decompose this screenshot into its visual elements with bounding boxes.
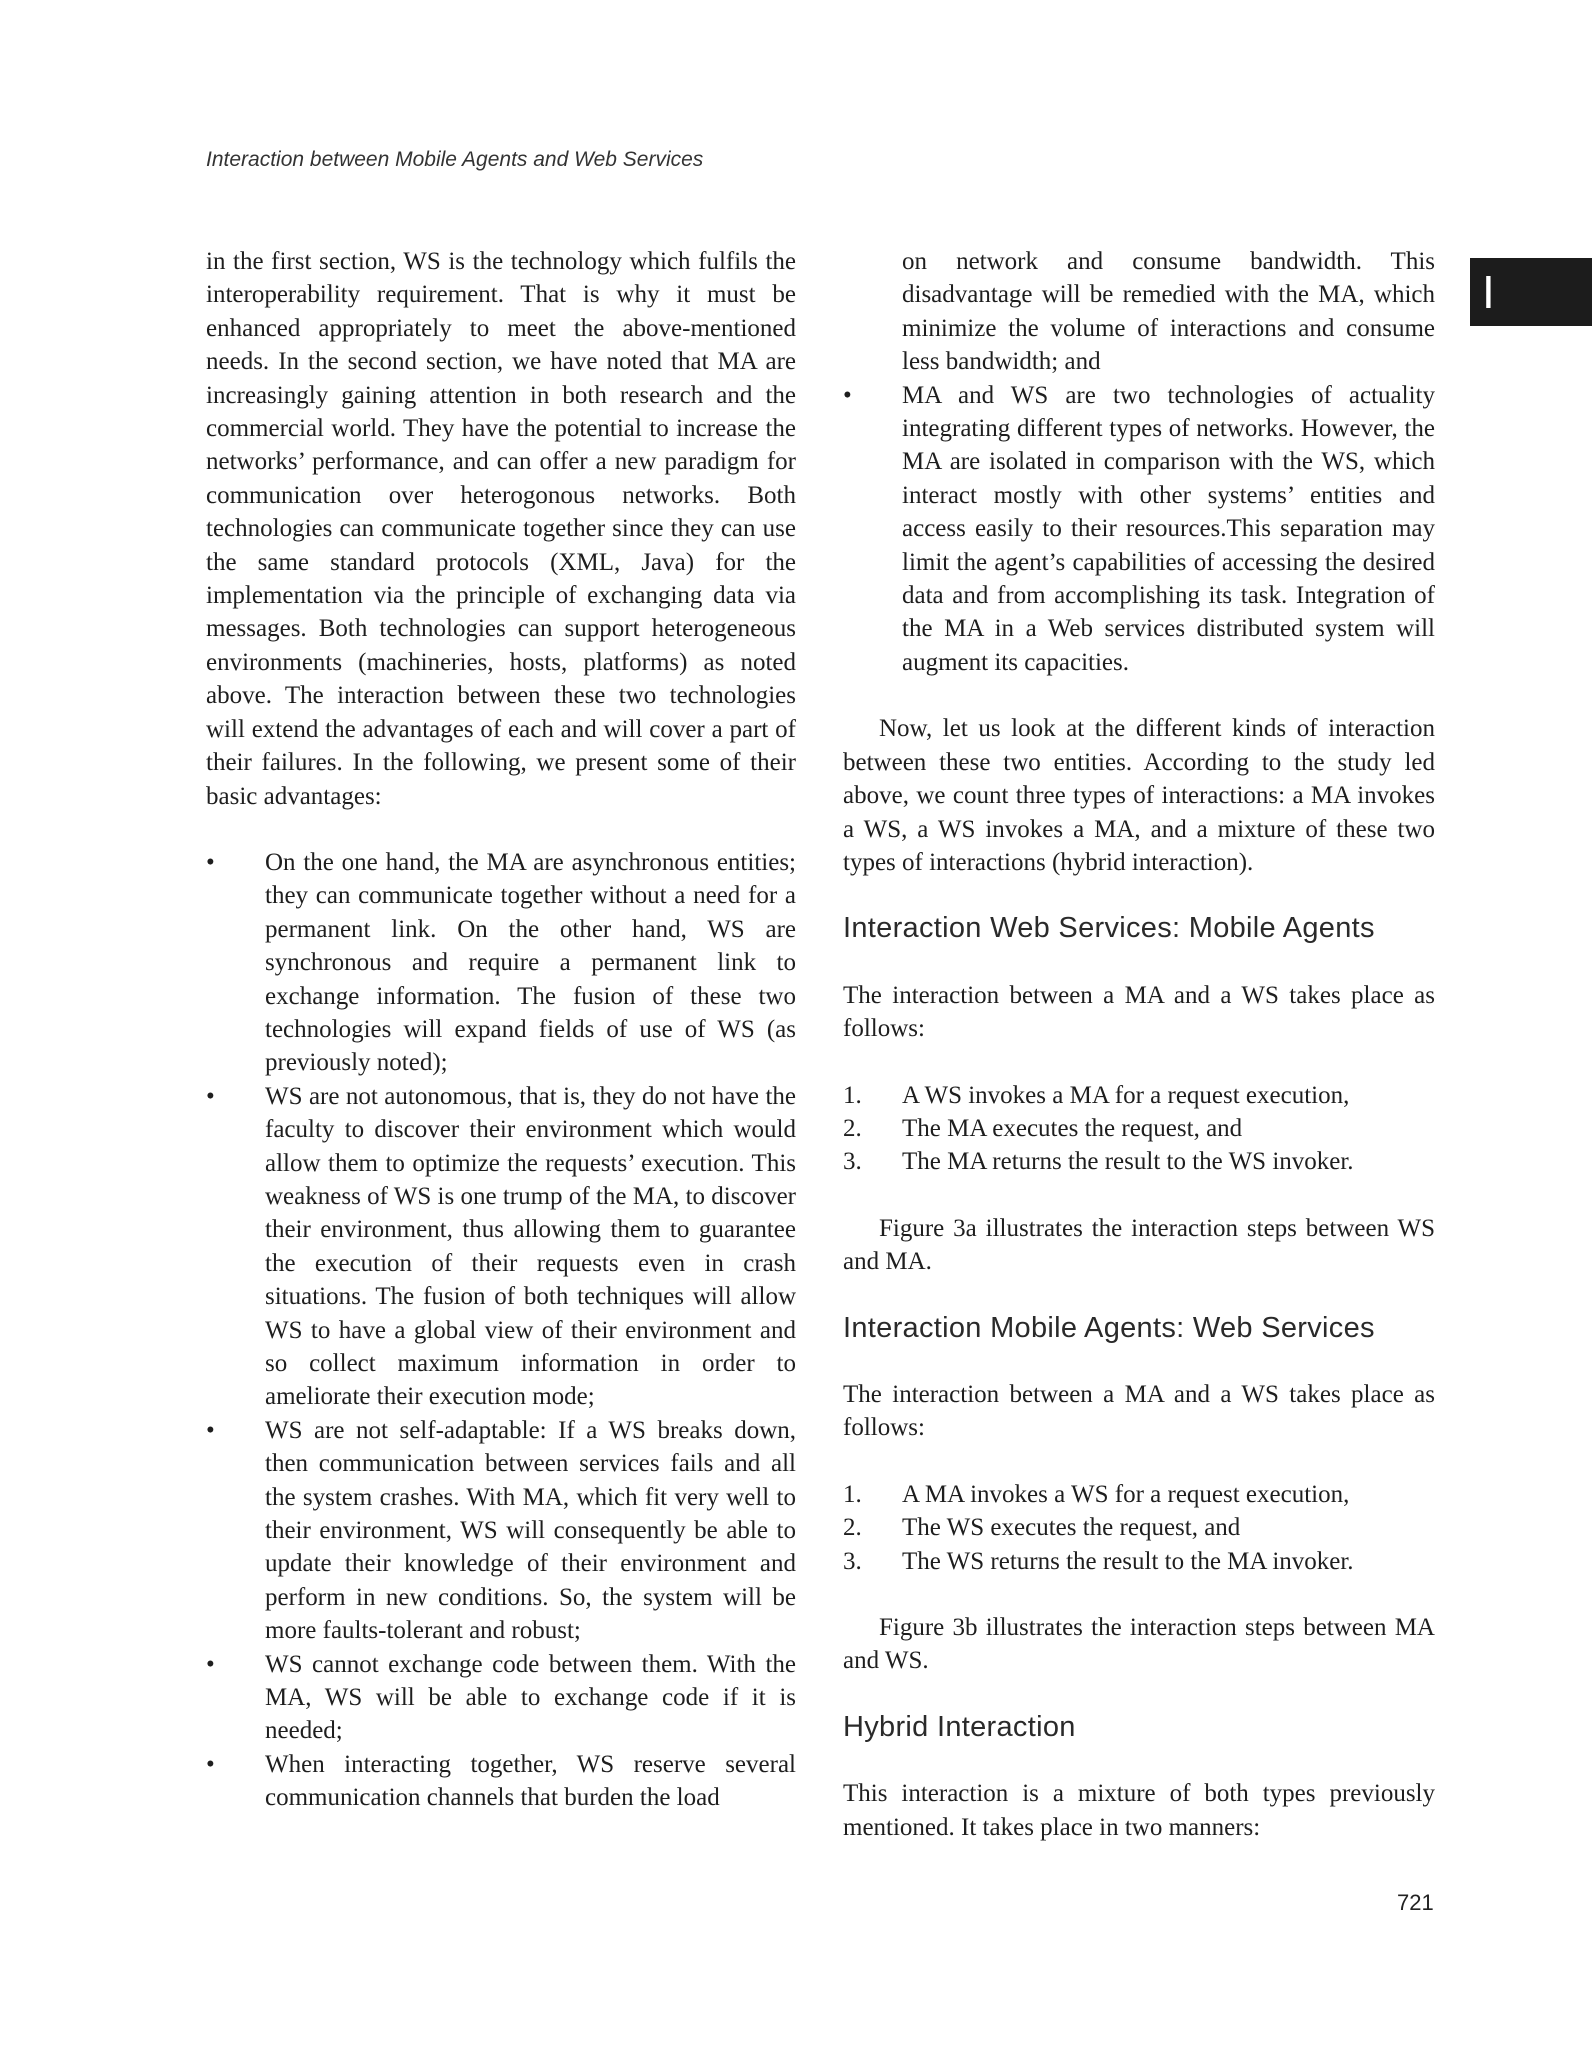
bullet-icon: • [206,1082,215,1110]
list-item: • On the one hand, the MA are asynchronous entities; they can communicate together without a need for a permanent link. On the other hand, WS are synchronous and require a permanent link to exchange information. The fusion of these two technologies will expand fields of use of WS (as previously noted); [206,846,796,1080]
bullet-icon: • [206,1750,215,1778]
advantages-list [206,846,796,1815]
bullet-icon: • [206,1416,215,1444]
steps-list [843,1079,1435,1179]
bullet-icon: • [206,1650,215,1678]
bullet-icon: • [843,381,852,409]
section-intro: The interaction between a MA and a WS takes place as follows: [843,981,1435,1043]
list-item: • WS are not autonomous, that is, they do not have the faculty to discover their environment which would allow them to optimize the requests’ execution. This weakness of WS is one trump of the MA, to discover their environment, thus allowing them to guarantee the execution of their requests even in crash situations. The fusion of both techniques will allow WS to have a global view of their environment and so collect maximum information in order to ameliorate their execution mode; [206,1080,796,1414]
list-item: 3. The MA returns the result to the WS invoker. [843,1148,1354,1176]
list-item: • MA and WS are two technologies of actuality integrating different types of networks. However, the MA are isolated in comparison with the WS, which interact mostly with other systems’ entities and access easily to their resources.This separation may limit the agent’s capabilities of accessing the desired data and from accomplishing its task. Integration of the MA in a Web services distributed system will augment its capacities. [843,379,1435,680]
running-title: Interaction between Mobile Agents and Web Services [206,148,704,171]
intro-paragraph: in the first section, WS is the technology which fulfils the interoperability requirement. That is why it must be enhanced appropriately to meet the above-mentioned needs. In the second section, we have noted that MA are increasingly gaining attention in both research and the commercial world. They have the potential to increase the networks’ performance, and can offer a new paradigm for communication over heterogonous networks. Both technologies can communicate together since they can use the same standard protocols (XML, Java) for the implementation via the principle of exchanging data via messages. Both technologies can support heterogeneous environments (machineries, hosts, platforms) as noted above. The interaction between these two technologies will extend the advantages of each and will cover a part of their failures. In the following, we present some of their basic advantages: [206,248,796,810]
left-column [206,245,796,1815]
advantages-list-continued [843,245,1435,679]
section-heading: Hybrid Interaction [843,1710,1076,1743]
section-heading: Interaction Web Services: Mobile Agents [843,912,1375,945]
section-intro: This interaction is a mixture of both types previously mentioned. It takes place in two manners: [843,1780,1435,1841]
section-heading: Interaction Mobile Agents: Web Services [843,1311,1375,1344]
steps-list [843,1478,1435,1578]
interaction-kinds-paragraph: Now, let us look at the different kinds of interaction between these two entities. According to the study led above, we count three types of interactions: a MA invokes a WS, a WS invokes a MA, and a mixture of these two types of interactions (hybrid interaction). [843,715,1435,876]
list-item: • WS cannot exchange code between them. With the MA, WS will be able to exchange code if it is needed; [206,1648,796,1748]
list-item: 1. A MA invokes a WS for a request execution, [843,1480,1350,1508]
list-item: • When interacting together, WS reserve several communication channels that burden the load [206,1748,796,1815]
list-item: 3. The WS returns the result to the MA invoker. [843,1547,1354,1575]
list-item: on network and consume bandwidth. This disadvantage will be remedied with the MA, which minimize the volume of interactions and consume less bandwidth; and [902,248,1435,376]
figure-note: Figure 3b illustrates the interaction steps between MA and WS. [843,1614,1435,1675]
list-item: • WS are not self-adaptable: If a WS breaks down, then communication between services fails and all the system crashes. With MA, which fit very well to their environment, WS will consequently be able to update their knowledge of their environment and perform in new conditions. So, the system will be more faults-tolerant and robust; [206,1414,796,1648]
section-thumb-tab: I [1470,258,1592,326]
list-item: 1. A WS invokes a MA for a request execution, [843,1081,1350,1109]
list-item: 2. The MA executes the request, and [843,1114,1243,1142]
section-intro: The interaction between a MA and a WS takes place as follows: [843,1380,1435,1442]
right-column [843,245,1435,1844]
bullet-icon: • [206,848,215,876]
figure-note: Figure 3a illustrates the interaction steps between WS and MA. [843,1214,1435,1276]
list-item: 2. The WS executes the request, and [843,1514,1241,1542]
page-number: 721 [1397,1890,1434,1915]
